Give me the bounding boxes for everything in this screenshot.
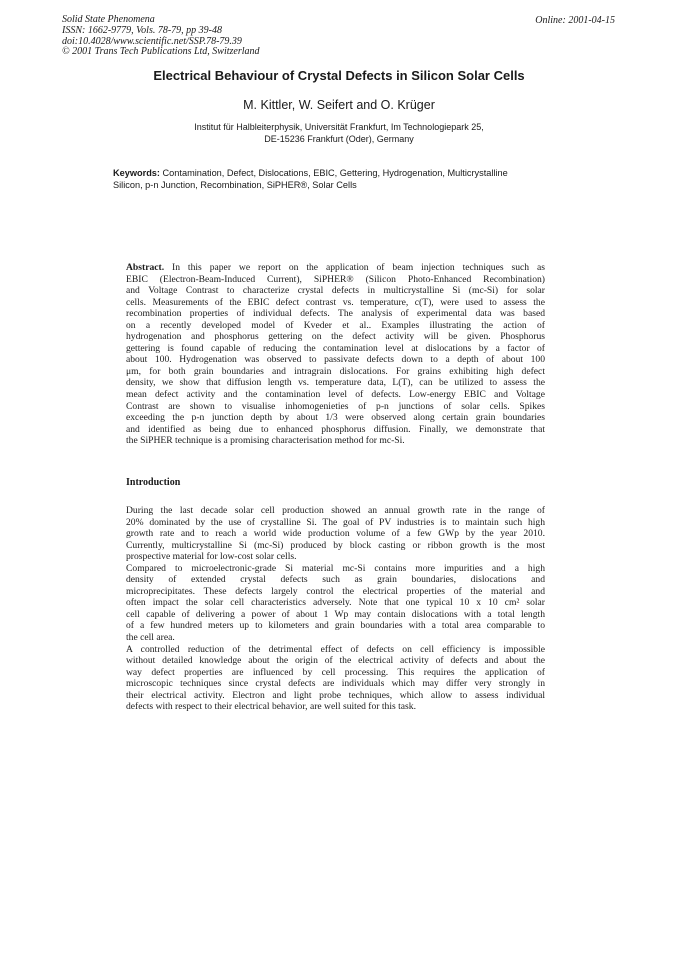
abstract-line: density, we show that diffusion length vs. temperature data, L(T), can be utilized to assess the <box>126 377 545 389</box>
keywords <box>113 167 563 191</box>
intro-line: During the last decade solar cell production showed an annual growth rate in the range of <box>126 505 545 516</box>
abstract-line: mean defect activity and the contamination level of defects. Low-energy EBIC and Voltage <box>126 389 545 401</box>
intro-line: way defect properties are influenced by cell processing. This requires the application of <box>126 666 545 678</box>
intro-line: their electrical activity. Electron and light probe techniques, which allow to assess individual <box>126 689 545 701</box>
keywords-text: Contamination, Defect, Dislocations, EBIC, Gettering, Hydrogenation, Multicrystalline <box>162 168 508 178</box>
abstract-line: and Voltage Contrast to characterize crystal defects in multicrystalline Si (mc-Si) for solar <box>126 285 545 297</box>
abstract-line: exceeding the p-n junction depth by about 1/3 were observed along certain grain boundaries <box>126 412 545 424</box>
intro-line: Compared to microelectronic-grade Si material mc-Si contains more impurities and a high <box>126 562 545 574</box>
section-heading-introduction: Introduction <box>126 477 181 488</box>
introduction-body <box>126 505 545 713</box>
intro-line: defects with respect to their electrical behavior, are well suited for this task. <box>126 701 416 713</box>
intro-line: the cell area. <box>126 632 175 644</box>
keywords-line <box>113 167 563 179</box>
affiliation-line: Institut für Halbleiterphysik, Universität Frankfurt, Im Technologiepark 25, <box>194 122 484 132</box>
abstract-line: and identified as being due to enhanced phosphorus diffusion. Finally, we demonstrate that <box>126 423 545 435</box>
intro-line: often impact the solar cell characteristics adversely. Note that one typical 10 x 10 cm² solar <box>126 597 545 609</box>
paper-authors: M. Kittler, W. Seifert and O. Krüger <box>243 98 435 112</box>
abstract-line: gettering is found capable of reducing the contamination level at dislocations by a factor of <box>126 342 545 354</box>
copyright-line: © 2001 Trans Tech Publications Ltd, Switzerland <box>62 46 260 58</box>
intro-line: A controlled reduction of the detrimental effect of defects on cell efficiency is impossible <box>126 643 545 655</box>
abstract <box>126 262 545 447</box>
intro-line: without detailed knowledge about the origin of the electrical activity of defects and about the <box>126 655 545 667</box>
affiliation-line: DE-15236 Frankfurt (Oder), Germany <box>264 133 414 144</box>
abstract-line: about 100. Hydrogenation was observed to passivate defects down to a depth of about 100 <box>126 354 545 366</box>
abstract-line: recombination properties of individual defects. The analysis of experimental data was based <box>126 308 545 320</box>
intro-line: 20% dominated by the use of crystalline Si. The goal of PV industries is to maintain such high <box>126 516 545 528</box>
intro-line: density of extended crystal defects such as grain boundaries, dislocations and <box>126 574 545 586</box>
intro-line: microprecipitates. These defects largely control the electrical properties of the material and <box>126 585 545 597</box>
intro-line: of a few hundred meters up to kilometers and grain boundaries with a total area comparable to <box>126 620 545 632</box>
abstract-line: cells. Measurements of the EBIC defect contrast vs. temperature, c(T), were used to assess the <box>126 296 545 308</box>
keywords-label: Keywords: <box>113 168 160 178</box>
intro-line: prospective material for low-cost solar cells. <box>126 551 297 563</box>
affiliation <box>0 122 678 145</box>
abstract-text: In this paper we report on the application of beam injection techniques such as <box>172 262 545 273</box>
abstract-line <box>126 262 545 274</box>
abstract-line: Contrast are shown to visualise inhomogenieties of p-n junctions of solar cells. Spikes <box>126 400 545 412</box>
paper-title: Electrical Behaviour of Crystal Defects in Silicon Solar Cells <box>153 68 525 83</box>
online-date: Online: 2001-04-15 <box>535 15 615 26</box>
abstract-line: on a recently developed model of Kveder et al.. Examples illustrating the action of <box>126 319 545 331</box>
keywords-line: Silicon, p-n Junction, Recombination, SiPHER®, Solar Cells <box>113 180 357 190</box>
abstract-label: Abstract. <box>126 262 165 273</box>
abstract-line: the SiPHER technique is a promising characterisation method for mc-Si. <box>126 435 405 447</box>
intro-line: microscopic techniques since crystal defects are individuals which may differ very strongly in <box>126 678 545 690</box>
abstract-line: EBIC (Electron-Beam-Induced Current), SiPHER® (Silicon Photo-Enhanced Recombination) <box>126 273 545 285</box>
abstract-line: hydrogenation and phosphorus gettering on the defect activity will be given. Phosphorus <box>126 331 545 343</box>
intro-line: Currently, multicrystalline Si (mc-Si) produced by block casting or ribbon growth is the most <box>126 539 545 551</box>
doi-line: doi:10.4028/www.scientific.net/SSP.78-79.39 <box>62 35 242 47</box>
intro-line: growth rate and to reach a world wide production volume of a few GWp by the year 2010. <box>126 528 545 540</box>
intro-line: cell capable of delivering a power of about 1 Wp may contain dislocations with a total length <box>126 608 545 620</box>
publication-header <box>62 15 260 58</box>
abstract-line: μm, for both grain boundaries and intragrain dislocations. For grains exhibiting high defect <box>126 365 545 377</box>
issn-line: ISSN: 1662-9779, Vols. 78-79, pp 39-48 <box>62 24 222 36</box>
journal-name: Solid State Phenomena <box>62 14 155 25</box>
